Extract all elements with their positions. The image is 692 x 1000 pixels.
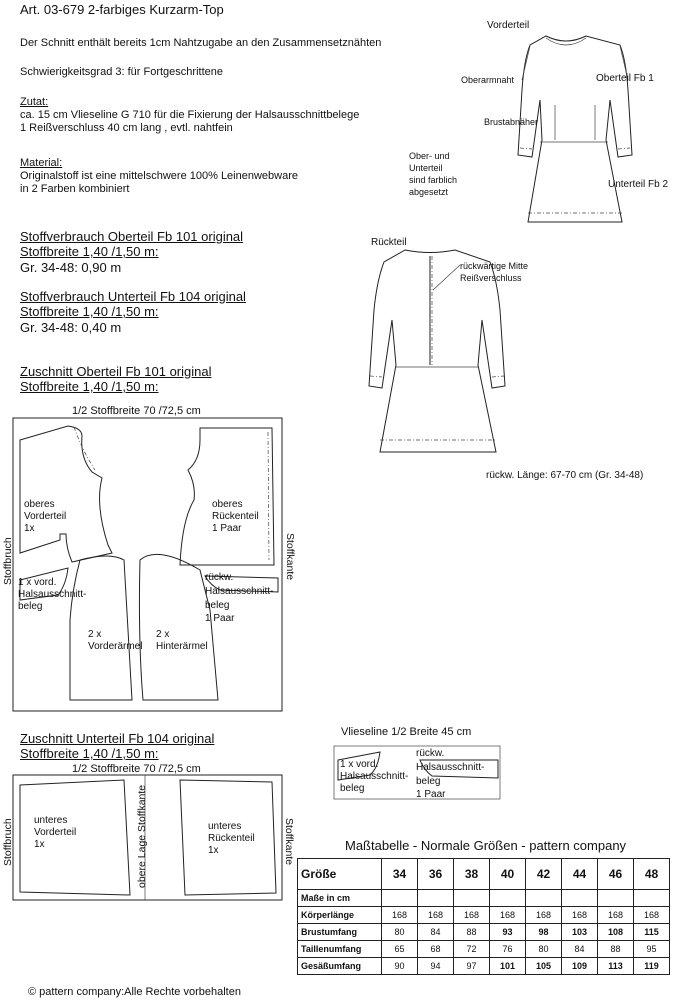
piece-label: Vorderärmel [88,641,143,652]
front-view-title: Vorderteil [487,20,530,31]
front-sleeve-piece [70,556,132,700]
piece-label: 1x [24,523,35,534]
zutat-line: 1 Reißverschluss 40 cm lang , evtl. nahtfein [20,122,233,134]
piece-label: 1 Paar [416,789,446,800]
value-cell: 168 [490,907,526,924]
value-cell: 90 [382,958,418,975]
fabric-upper-heading: Stoffverbrauch Oberteil Fb 101 original [20,229,244,244]
table-row [298,958,670,975]
piece-label: 1 x vord. [18,577,57,588]
value-cell: 84 [562,941,598,958]
value-cell: 101 [490,958,526,975]
size-cell: 40 [490,859,526,890]
piece-label: beleg [416,776,441,787]
note-line: sind farblich [409,175,458,185]
oberteil-label: Oberteil Fb 1 [596,73,654,84]
size-table [297,858,670,975]
cut-upper-heading: Zuschnitt Oberteil Fb 101 original [20,364,212,379]
size-table-title: Maßtabelle - Normale Größen - pattern company [345,838,627,853]
value-cell: 168 [382,907,418,924]
fabric-lower-heading: Stoffverbrauch Unterteil Fb 104 original [20,289,246,304]
size-header-label: Größe [298,859,382,890]
piece-label: 1 x vord. [340,759,379,770]
value-cell: 113 [598,958,634,975]
piece-label: Vorderteil [34,827,77,838]
note-line: abgesetzt [409,187,449,197]
value-cell: 80 [382,924,418,941]
stoffkante-label: Stoffkante [283,818,295,866]
piece-label: 2 x [156,629,170,640]
size-cell: 38 [454,859,490,890]
back-label: rückwärtige Mitte [460,261,529,271]
piece-label: beleg [205,600,230,611]
material-heading: Material: [20,157,63,169]
piece-label: 1 Paar [212,523,242,534]
row-label: Gesäßumfang [298,958,382,975]
cut-lower-half-width: 1/2 Stoffbreite 70 /72,5 cm [72,763,201,775]
material-line: Originalstoff ist eine mittelschwere 100% Leinenwebware [20,170,298,182]
upper-edge-label: obere Lage Stoffkante [136,784,148,888]
piece-label: Rückenteil [208,833,255,844]
cut-lower-width: Stoffbreite 1,40 /1,50 m: [20,746,159,761]
size-cell: 34 [382,859,418,890]
value-cell: 98 [526,924,562,941]
value-cell: 97 [454,958,490,975]
oberarmnaht-label: Oberarmnaht [461,75,515,85]
value-cell: 119 [634,958,670,975]
size-cell: 46 [598,859,634,890]
value-cell: 168 [418,907,454,924]
piece-label: 2 x [88,629,102,640]
fabric-upper-amount: Gr. 34-48: 0,90 m [20,260,122,275]
cut-upper-width: Stoffbreite 1,40 /1,50 m: [20,379,159,394]
piece-label: Halsausschnitt- [416,762,485,773]
stoffkante-label: Stoffkante [284,533,296,581]
piece-label: rückw. [205,572,234,583]
piece-label: Vorderteil [24,511,67,522]
table-row [298,890,670,907]
table-row [298,924,670,941]
piece-label: Hinterärmel [156,641,208,652]
brustabnaeher-label: Brustabnäher [484,117,539,127]
piece-label: 1x [208,845,219,856]
size-cell: 36 [418,859,454,890]
value-cell: 168 [526,907,562,924]
table-row [298,907,670,924]
value-cell: 95 [634,941,670,958]
fabric-upper-width: Stoffbreite 1,40 /1,50 m: [20,244,159,259]
piece-label: 1 Paar [205,613,235,624]
vlieseline-heading: Vlieseline 1/2 Breite 45 cm [341,726,472,738]
value-cell: 84 [418,924,454,941]
stoffbruch-label: Stoffbruch [2,537,14,585]
value-cell: 105 [526,958,562,975]
size-cell: 42 [526,859,562,890]
value-cell: 80 [526,941,562,958]
piece-label: Halsausschnitt- [205,586,274,597]
value-cell: 115 [634,924,670,941]
value-cell: 68 [418,941,454,958]
row-label: Taillenumfang [298,941,382,958]
unterteil-label: Unterteil Fb 2 [608,179,669,190]
article-title: Art. 03-679 2-farbiges Kurzarm-Top [20,2,224,17]
size-cell: 44 [562,859,598,890]
value-cell: 65 [382,941,418,958]
value-cell: 72 [454,941,490,958]
size-cell: 48 [634,859,670,890]
row-label: Brustumfang [298,924,382,941]
material-line: in 2 Farben kombiniert [20,183,130,195]
front-garment-drawing [518,36,632,222]
row-label: Körperlänge [298,907,382,924]
front-bodice-piece [20,426,112,562]
value-cell: 88 [454,924,490,941]
piece-label: oberes [212,499,243,510]
piece-label: unteres [34,815,68,826]
seam-note: Der Schnitt enthält bereits 1cm Nahtzugabe an den Zusammensetznähten [20,37,382,49]
value-cell: 103 [562,924,598,941]
piece-label: Halsausschnitt- [340,771,409,782]
fabric-lower-width: Stoffbreite 1,40 /1,50 m: [20,304,159,319]
value-cell: 108 [598,924,634,941]
value-cell: 168 [634,907,670,924]
value-cell: 76 [490,941,526,958]
value-cell: 168 [562,907,598,924]
value-cell: 168 [454,907,490,924]
piece-label: 1x [34,839,45,850]
copyright-footer: © pattern company:Alle Rechte vorbehalten [28,986,241,998]
piece-label: oberes [24,499,55,510]
cut-upper-half-width: 1/2 Stoffbreite 70 /72,5 cm [72,405,201,417]
zutat-line: ca. 15 cm Vlieseline G 710 für die Fixierung der Halsausschnittbelege [20,109,360,121]
value-cell: 109 [562,958,598,975]
value-cell: 88 [598,941,634,958]
value-cell: 94 [418,958,454,975]
piece-label: beleg [340,783,365,794]
back-label: Reißverschluss [460,273,522,283]
difficulty: Schwierigkeitsgrad 3: für Fortgeschrittene [20,66,223,78]
size-table-header-row [298,859,670,890]
piece-label: Rückenteil [212,511,259,522]
fabric-lower-amount: Gr. 34-48: 0,40 m [20,320,122,335]
cut-lower-heading: Zuschnitt Unterteil Fb 104 original [20,731,215,746]
table-row [298,941,670,958]
note-line: Unterteil [409,163,443,173]
back-view-title: Rückteil [371,237,407,248]
subheader-cell: Maße in cm [298,890,382,907]
stoffbruch-label: Stoffbruch [2,818,14,866]
value-cell: 168 [598,907,634,924]
length-note: rückw. Länge: 67-70 cm (Gr. 34-48) [486,470,644,481]
piece-label: unteres [208,821,242,832]
piece-label: beleg [18,601,43,612]
value-cell: 93 [490,924,526,941]
back-bodice-piece [180,428,274,565]
note-line: Ober- und [409,151,450,161]
piece-label: Halsausschnitt- [18,589,87,600]
piece-label: rückw. [416,748,445,759]
zutat-heading: Zutat: [20,96,49,108]
